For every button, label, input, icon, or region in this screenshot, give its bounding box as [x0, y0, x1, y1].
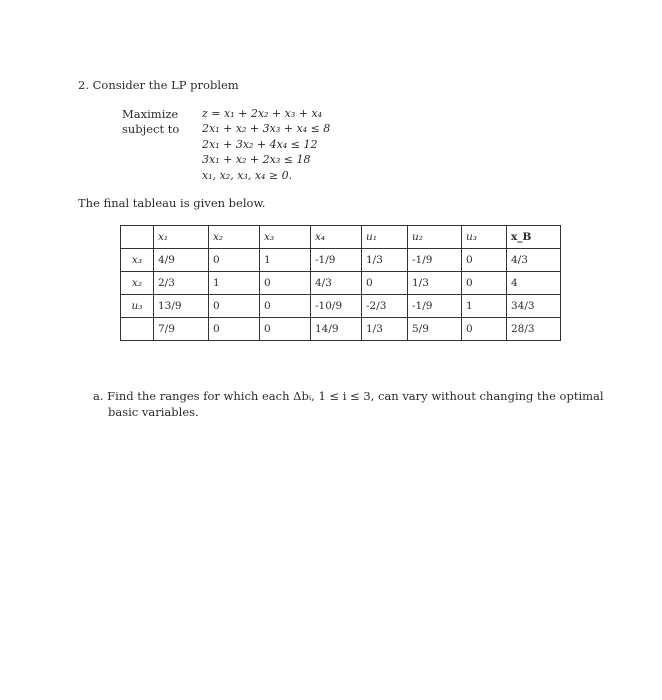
table-cell: 1 — [260, 249, 311, 272]
basis-cell: x₂ — [121, 272, 154, 295]
table-cell: 2/3 — [154, 272, 209, 295]
table-row — [121, 272, 561, 295]
subject-to-label: subject to — [122, 122, 180, 136]
header-cell: u₃ — [462, 226, 507, 249]
table-cell: 7/9 — [154, 318, 209, 341]
nonnegativity-constraint: x₁, x₂, x₃, x₄ ≥ 0. — [202, 169, 293, 182]
table-cell: 14/9 — [311, 318, 362, 341]
table-cell: 0 — [462, 272, 507, 295]
constraint-1: 2x₁ + x₂ + 3x₃ + x₄ ≤ 8 — [202, 122, 331, 135]
table-cell: -10/9 — [311, 295, 362, 318]
objective-row — [121, 318, 561, 341]
table-cell: 1/3 — [408, 272, 462, 295]
table-cell: -1/9 — [408, 295, 462, 318]
table-cell: 0 — [362, 272, 408, 295]
tableau-intro: The final tableau is given below. — [78, 196, 266, 210]
table-cell: 0 — [462, 318, 507, 341]
table-cell: 4/3 — [311, 272, 362, 295]
objective-function: z = x₁ + 2x₂ + x₃ + x₄ — [202, 107, 323, 120]
table-cell: 1/3 — [362, 318, 408, 341]
table-cell: 0 — [260, 272, 311, 295]
table-cell: -1/9 — [311, 249, 362, 272]
maximize-label: Maximize — [122, 107, 179, 121]
header-cell: u₁ — [362, 226, 408, 249]
table-row — [121, 295, 561, 318]
header-cell: x₁ — [154, 226, 209, 249]
constraint-3: 3x₁ + x₂ + 2x₃ ≤ 18 — [202, 153, 311, 166]
question-a: a. Find the ranges for which each Δbᵢ, 1 ≤ i ≤ 3, can vary without changing the optimal — [93, 389, 604, 403]
basis-cell: x₃ — [121, 249, 154, 272]
table-cell: 1/3 — [362, 249, 408, 272]
final-tableau — [120, 225, 561, 341]
problem-heading: 2. Consider the LP problem — [78, 78, 239, 92]
table-cell: 4/3 — [507, 249, 561, 272]
basis-cell — [121, 318, 154, 341]
table-cell: 34/3 — [507, 295, 561, 318]
header-cell: x₄ — [311, 226, 362, 249]
tableau-header-row — [121, 226, 561, 249]
header-cell: x₂ — [209, 226, 260, 249]
table-cell: 0 — [209, 249, 260, 272]
table-cell: -1/9 — [408, 249, 462, 272]
table-cell: 13/9 — [154, 295, 209, 318]
table-cell: 0 — [209, 295, 260, 318]
header-cell — [121, 226, 154, 249]
table-cell: 4/9 — [154, 249, 209, 272]
table-cell: 5/9 — [408, 318, 462, 341]
table-cell: 28/3 — [507, 318, 561, 341]
table-cell: 4 — [507, 272, 561, 295]
table-row — [121, 249, 561, 272]
table-cell: -2/3 — [362, 295, 408, 318]
table-cell: 0 — [260, 295, 311, 318]
table-cell: 0 — [209, 318, 260, 341]
table-cell: 0 — [462, 249, 507, 272]
header-cell: x_B — [507, 226, 561, 249]
table-cell: 0 — [260, 318, 311, 341]
header-cell: u₂ — [408, 226, 462, 249]
question-a-continuation: basic variables. — [108, 405, 199, 419]
table-cell: 1 — [209, 272, 260, 295]
basis-cell: u₃ — [121, 295, 154, 318]
constraint-2: 2x₁ + 3x₂ + 4x₄ ≤ 12 — [202, 138, 318, 151]
header-cell: x₃ — [260, 226, 311, 249]
table-cell: 1 — [462, 295, 507, 318]
